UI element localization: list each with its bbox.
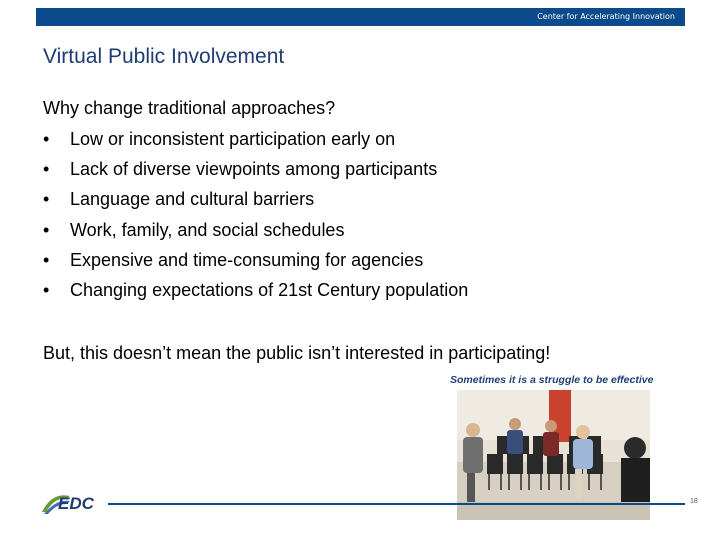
- header-bar: [36, 8, 685, 26]
- bullet-item: [43, 245, 468, 275]
- footer-rule: [108, 503, 685, 505]
- intro-text: Why change traditional approaches?: [43, 98, 336, 118]
- bullet-item: [43, 215, 468, 245]
- bullet-item: [43, 124, 468, 154]
- meeting-photo: [457, 390, 650, 520]
- bullet-list: [43, 124, 468, 305]
- edc-logo: [40, 490, 110, 516]
- bullet-text: Expensive and time-consuming for agencies: [70, 249, 424, 270]
- bullet-text: Language and cultural barriers: [70, 189, 315, 210]
- logo-text: EDC: [58, 494, 94, 513]
- photo-caption: Sometimes it is a struggle to be effective: [450, 374, 654, 386]
- bullet-text: Changing expectations of 21st Century population: [70, 279, 469, 300]
- bullet-text: Low or inconsistent participation early on: [70, 129, 396, 149]
- meeting-photo-illustration: [457, 390, 650, 520]
- bullet-text: Lack of diverse viewpoints among participants: [70, 159, 438, 180]
- bullet-glyph: •: [43, 279, 50, 300]
- bullet-item: [43, 184, 468, 214]
- slide-title: Virtual Public Involvement: [43, 45, 285, 68]
- page-number: 18: [690, 498, 698, 505]
- bullet-glyph: •: [43, 129, 50, 149]
- bullet-text: Work, family, and social schedules: [70, 219, 345, 240]
- bullet-glyph: •: [43, 189, 50, 210]
- bullet-glyph: •: [43, 249, 50, 270]
- bullet-glyph: •: [43, 159, 50, 180]
- bullet-glyph: •: [43, 219, 50, 240]
- bullet-item: [43, 275, 468, 305]
- bullet-item: [43, 154, 468, 184]
- org-name: Center for Accelerating Innovation: [537, 12, 675, 21]
- closing-statement: But, this doesn’t mean the public isn’t interested in participating!: [43, 343, 551, 363]
- edc-logo-mark: [40, 490, 110, 516]
